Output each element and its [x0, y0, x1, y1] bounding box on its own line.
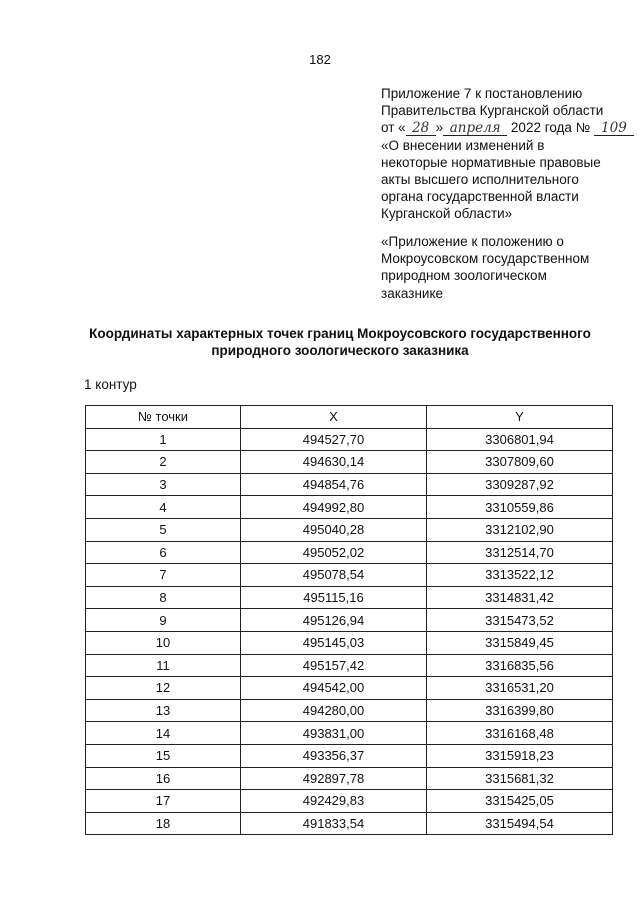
- cell-point-number: 17: [86, 790, 241, 813]
- cell-y: 3310559,86: [427, 496, 613, 519]
- cell-y: 3307809,60: [427, 451, 613, 474]
- cell-y: 3309287,92: [427, 473, 613, 496]
- annex-header: [381, 85, 626, 223]
- cell-y: 3314831,42: [427, 586, 613, 609]
- title-line-1: Координаты характерных точек границ Мокроусовского государственного: [89, 326, 591, 341]
- cell-point-number: 15: [86, 744, 241, 767]
- annex-line-4: «О внесении изменений в: [381, 137, 545, 153]
- header-point-number: № точки: [86, 406, 241, 429]
- annex-line-1: Приложение 7 к постановлению: [381, 86, 583, 101]
- cell-y: 3306801,94: [427, 428, 613, 451]
- cell-y: 3315849,45: [427, 631, 613, 654]
- cell-x: 493831,00: [241, 722, 427, 745]
- table-row: [86, 586, 613, 609]
- header-y: Y: [427, 406, 613, 429]
- cell-point-number: 5: [86, 518, 241, 541]
- annex-line-3: [381, 119, 626, 136]
- cell-x: 495040,28: [241, 518, 427, 541]
- table-row: [86, 518, 613, 541]
- cell-x: 495145,03: [241, 631, 427, 654]
- table-row: [86, 790, 613, 813]
- header-x: X: [241, 406, 427, 429]
- cell-x: 494280,00: [241, 699, 427, 722]
- annex-date-prefix: от «: [381, 120, 406, 136]
- cell-point-number: 1: [86, 428, 241, 451]
- cell-point-number: 16: [86, 767, 241, 790]
- cell-point-number: 8: [86, 586, 241, 609]
- cell-y: 3312102,90: [427, 518, 613, 541]
- document-title: [60, 325, 620, 359]
- cell-x: 492429,83: [241, 790, 427, 813]
- cell-point-number: 12: [86, 677, 241, 700]
- table-row: [86, 812, 613, 835]
- annex-line-6: акты высшего исполнительного: [381, 172, 579, 188]
- table-row: [86, 631, 613, 654]
- cell-x: 494854,76: [241, 473, 427, 496]
- appendix-reference: [381, 233, 626, 302]
- cell-y: 3312514,70: [427, 541, 613, 564]
- table-row: [86, 654, 613, 677]
- cell-x: 491833,54: [241, 812, 427, 835]
- table-row: [86, 541, 613, 564]
- annex-line-8: Курганской области»: [381, 206, 513, 222]
- table-row: [86, 564, 613, 587]
- cell-point-number: 7: [86, 564, 241, 587]
- cell-point-number: 4: [86, 496, 241, 519]
- cell-x: 494630,14: [241, 451, 427, 474]
- appendix-line-1: «Приложение к положению о: [381, 234, 564, 249]
- table-row: [86, 677, 613, 700]
- title-line-2: природного зоологического заказника: [211, 343, 469, 358]
- table-row: [86, 496, 613, 519]
- cell-x: 495115,16: [241, 586, 427, 609]
- handwritten-day: 28: [406, 121, 436, 136]
- cell-x: 495126,94: [241, 609, 427, 632]
- appendix-line-4: заказнике: [381, 285, 444, 301]
- cell-point-number: 6: [86, 541, 241, 564]
- cell-x: 492897,78: [241, 767, 427, 790]
- cell-y: 3316168,48: [427, 722, 613, 745]
- cell-y: 3315918,23: [427, 744, 613, 767]
- cell-y: 3316399,80: [427, 699, 613, 722]
- cell-point-number: 13: [86, 699, 241, 722]
- cell-point-number: 18: [86, 812, 241, 835]
- appendix-line-2: Мокроусовском государственном: [381, 251, 590, 267]
- cell-point-number: 14: [86, 722, 241, 745]
- cell-y: 3315473,52: [427, 609, 613, 632]
- cell-y: 3315494,54: [427, 812, 613, 835]
- page-number: 182: [309, 52, 331, 67]
- cell-point-number: 11: [86, 654, 241, 677]
- appendix-line-3: природном зоологическом: [381, 268, 547, 284]
- annex-year-text: 2022 года №: [507, 120, 594, 136]
- cell-x: 494992,80: [241, 496, 427, 519]
- annex-line-7: органа государственной власти: [381, 189, 579, 205]
- cell-y: 3315425,05: [427, 790, 613, 813]
- table-row: [86, 428, 613, 451]
- table-header-row: [86, 406, 613, 429]
- cell-y: 3315681,32: [427, 767, 613, 790]
- table-row: [86, 609, 613, 632]
- cell-y: 3316835,56: [427, 654, 613, 677]
- table-row: [86, 473, 613, 496]
- table-body: [86, 428, 613, 835]
- cell-point-number: 9: [86, 609, 241, 632]
- table-row: [86, 722, 613, 745]
- cell-point-number: 2: [86, 451, 241, 474]
- table-row: [86, 699, 613, 722]
- annex-line-2: Правительства Курганской области: [381, 103, 604, 119]
- handwritten-month: апреля: [443, 121, 507, 136]
- table-row: [86, 744, 613, 767]
- cell-x: 494542,00: [241, 677, 427, 700]
- cell-x: 493356,37: [241, 744, 427, 767]
- cell-y: 3316531,20: [427, 677, 613, 700]
- cell-point-number: 10: [86, 631, 241, 654]
- contour-label: 1 контур: [84, 377, 137, 392]
- cell-x: 495157,42: [241, 654, 427, 677]
- cell-y: 3313522,12: [427, 564, 613, 587]
- cell-x: 495052,02: [241, 541, 427, 564]
- annex-date-sep: »: [435, 120, 444, 136]
- table-row: [86, 767, 613, 790]
- annex-line-5: некоторые нормативные правовые: [381, 154, 601, 170]
- cell-x: 495078,54: [241, 564, 427, 587]
- cell-x: 494527,70: [241, 428, 427, 451]
- cell-point-number: 3: [86, 473, 241, 496]
- coordinates-table: [85, 405, 613, 835]
- table-row: [86, 451, 613, 474]
- handwritten-doc-number: 109: [594, 121, 634, 136]
